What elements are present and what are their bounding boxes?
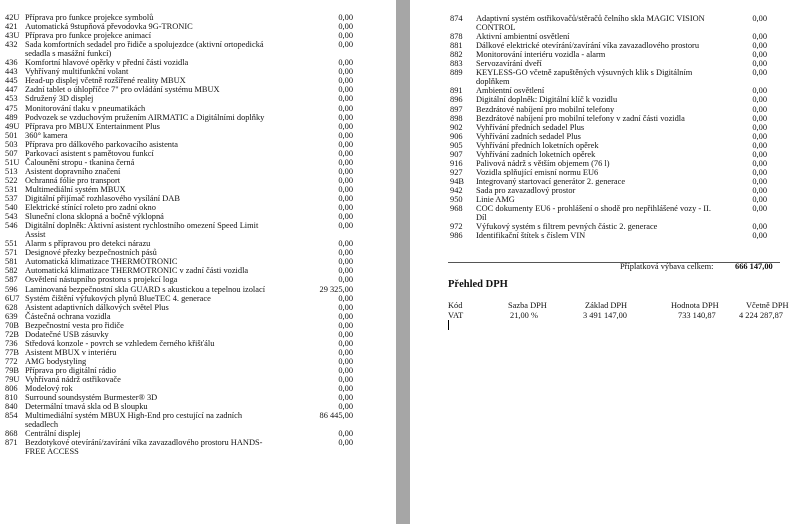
option-row xyxy=(0,239,396,248)
option-price: 0,00 xyxy=(752,68,767,78)
option-code: 986 xyxy=(450,231,463,241)
option-row xyxy=(0,167,396,176)
option-code: 49U xyxy=(5,121,20,131)
option-price: 0,00 xyxy=(338,302,353,312)
option-price: 0,00 xyxy=(752,167,767,177)
option-row xyxy=(0,58,396,67)
option-row xyxy=(0,339,396,348)
option-description: Asistent MBUX v interiéru xyxy=(25,347,117,357)
option-description: Bezdotykové otevírání/zavírání víka zavazadlového prostoru HANDS- xyxy=(25,438,263,448)
option-price: 0,00 xyxy=(338,221,353,231)
option-row xyxy=(0,85,396,94)
option-description: Vyhřívání zadních loketních opěrek xyxy=(476,149,596,159)
option-price: 0,00 xyxy=(338,365,353,375)
option-code: 79U xyxy=(5,375,20,384)
option-code: 72B xyxy=(5,329,19,339)
option-code: 507 xyxy=(5,148,18,158)
option-description: Osvětlení nástupního prostoru s projekcí loga xyxy=(25,275,178,285)
option-row xyxy=(410,68,800,86)
option-code: 587 xyxy=(5,275,18,285)
option-code: 94B xyxy=(450,176,464,186)
option-price: 0,00 xyxy=(338,311,353,321)
option-code: 942 xyxy=(450,185,463,195)
option-price: 0,00 xyxy=(338,338,353,348)
option-row xyxy=(410,231,800,240)
option-code: 907 xyxy=(450,149,463,159)
option-description: Head-up displej včetně rozšířené reality MBUX xyxy=(25,76,186,86)
option-price: 0,00 xyxy=(752,158,767,168)
option-description: Laminovaná bezpečnostní skla GUARD s akustickou a tepelnou izolací xyxy=(25,284,266,294)
option-price: 0,00 xyxy=(752,95,767,105)
option-description-continued: Assist xyxy=(25,230,46,240)
option-price: 0,00 xyxy=(338,94,353,104)
option-code: 43U xyxy=(5,31,20,41)
option-description: Sdružený 3D displej xyxy=(25,94,94,104)
option-price: 0,00 xyxy=(338,429,353,439)
text-cursor[interactable] xyxy=(448,320,449,330)
option-description: Bezpečnostní vesta pro řidiče xyxy=(25,320,124,330)
option-code: 891 xyxy=(450,86,463,96)
option-code: 810 xyxy=(5,393,18,403)
option-price: 0,00 xyxy=(338,13,353,22)
option-price: 0,00 xyxy=(338,148,353,158)
option-description: Příprava pro MBUX Entertainment Plus xyxy=(25,121,160,131)
option-price: 0,00 xyxy=(752,104,767,114)
option-description-continued: Díl xyxy=(476,213,487,223)
option-code: 897 xyxy=(450,104,463,114)
option-price: 0,00 xyxy=(338,266,353,276)
option-row xyxy=(0,294,396,303)
option-description: Surround soundsystém Burmester® 3D xyxy=(25,393,158,403)
option-row xyxy=(410,105,800,114)
option-code: 881 xyxy=(450,41,463,51)
option-price: 0,00 xyxy=(338,31,353,41)
option-row xyxy=(0,402,396,411)
option-code: 854 xyxy=(5,411,18,421)
option-description: Bezdrátové nabíjení pro mobilní telefony xyxy=(476,104,615,114)
option-description: Aktivní ambientní osvětlení xyxy=(476,32,570,42)
option-price: 0,00 xyxy=(338,67,353,77)
option-row xyxy=(0,321,396,330)
option-code: 972 xyxy=(450,222,463,232)
option-code: 596 xyxy=(5,284,18,294)
option-description: Linie AMG xyxy=(476,195,515,204)
total-value: 666 147,00 xyxy=(735,262,773,271)
option-row xyxy=(410,59,800,68)
option-row xyxy=(0,194,396,203)
vat-header-total: Včetně DPH xyxy=(746,301,789,310)
option-code: 540 xyxy=(5,203,18,213)
vat-title: Přehled DPH xyxy=(448,279,508,290)
option-code: 571 xyxy=(5,248,18,258)
option-row xyxy=(0,303,396,312)
vat-header-base: Základ DPH xyxy=(585,301,628,310)
option-row xyxy=(0,384,396,393)
option-price: 0,00 xyxy=(338,248,353,258)
option-price: 0,00 xyxy=(752,231,767,241)
vat-code: VAT xyxy=(448,311,464,320)
total-rule xyxy=(448,262,780,263)
option-code: 546 xyxy=(5,221,18,231)
option-row xyxy=(410,132,800,141)
option-row xyxy=(0,366,396,375)
option-row xyxy=(410,95,800,104)
option-price: 0,00 xyxy=(338,58,353,68)
option-price: 0,00 xyxy=(338,184,353,194)
option-code: 878 xyxy=(450,32,463,42)
option-price: 0,00 xyxy=(752,113,767,123)
option-price: 29 325,00 xyxy=(319,284,353,294)
option-row xyxy=(0,203,396,212)
option-description: COC dokumenty EU6 - prohlášení o shodě pro nepřihlášené vozy - II. xyxy=(476,204,711,214)
option-row xyxy=(0,40,396,58)
option-code: 475 xyxy=(5,103,18,113)
option-code: 868 xyxy=(5,429,18,439)
option-code: 902 xyxy=(450,122,463,132)
option-code: 896 xyxy=(450,95,463,105)
option-description: Elektrické stínící roleto pro zadní okno xyxy=(25,203,156,213)
option-price: 0,00 xyxy=(752,32,767,42)
option-row xyxy=(0,22,396,31)
option-description: KEYLESS-GO včetně zapuštěných výsuvných klik s Digitálním xyxy=(476,68,693,78)
option-description: Vyhřívání zadních sedadel Plus xyxy=(476,131,581,141)
option-row xyxy=(0,94,396,103)
option-code: 582 xyxy=(5,266,18,276)
option-row xyxy=(0,212,396,221)
option-description-continued: doplňkem xyxy=(476,77,510,87)
option-price: 0,00 xyxy=(752,185,767,195)
option-row xyxy=(0,438,396,456)
option-price: 0,00 xyxy=(338,257,353,267)
vat-header-amount: Hodnota DPH xyxy=(671,301,719,310)
option-price: 0,00 xyxy=(338,103,353,113)
option-code: 736 xyxy=(5,338,18,348)
option-code: 883 xyxy=(450,59,463,69)
option-description: Multimediální systém MBUX xyxy=(25,184,126,194)
option-row xyxy=(410,150,800,159)
option-description: Příprava pro dálkového parkovacího asistenta xyxy=(25,139,179,149)
option-description: Asistent adaptivních dálkových světel Plus xyxy=(25,302,169,312)
option-description: Determální tmavá skla od B sloupku xyxy=(25,402,148,412)
option-row xyxy=(0,221,396,239)
option-description-continued: sedadlech xyxy=(25,420,59,430)
option-code: 501 xyxy=(5,130,18,140)
option-code: 905 xyxy=(450,140,463,150)
document-page-left xyxy=(0,0,396,524)
option-code: 543 xyxy=(5,212,18,222)
option-row xyxy=(0,275,396,284)
option-price: 0,00 xyxy=(338,402,353,412)
option-code: 537 xyxy=(5,194,18,203)
option-description: Adaptivní systém ostřikovačů/stěračů čelního skla MAGIC VISION xyxy=(476,14,705,23)
option-description: Servozavírání dveří xyxy=(476,59,542,69)
option-description: Sada komfortních sedadel pro řidiče a spolujezdce (aktivní ortopedická xyxy=(25,40,264,50)
option-description: Výfukový systém s filtrem pevných částic 2. generace xyxy=(476,222,658,232)
option-code: 628 xyxy=(5,302,18,312)
option-code: 443 xyxy=(5,67,18,77)
option-row xyxy=(410,204,800,222)
option-description: Vyhřívání předních loketních opěrek xyxy=(476,140,599,150)
vat-total: 4 224 287,87 xyxy=(739,311,783,320)
option-code: 70B xyxy=(5,320,19,330)
vat-base: 3 491 147,00 xyxy=(583,311,627,320)
option-description: Automatická 9stupňová převodovka 9G-TRONIC xyxy=(25,22,193,32)
option-row xyxy=(410,32,800,41)
option-price: 0,00 xyxy=(752,176,767,186)
option-row xyxy=(0,266,396,275)
document-page-right xyxy=(410,0,800,524)
option-price: 0,00 xyxy=(338,76,353,86)
option-description: Příprava pro digitální rádio xyxy=(25,365,116,375)
option-price: 0,00 xyxy=(752,140,767,150)
option-description-continued: CONTROL xyxy=(476,23,516,33)
option-description: Příprava pro funkce projekce symbolů xyxy=(25,13,154,22)
option-row xyxy=(0,348,396,357)
option-price: 0,00 xyxy=(338,293,353,303)
option-row xyxy=(0,158,396,167)
option-description-continued: FREE ACCESS xyxy=(25,447,79,457)
option-description: Asistent dopravního značení xyxy=(25,166,121,176)
option-price: 0,00 xyxy=(752,122,767,132)
option-row xyxy=(0,176,396,185)
option-code: 79B xyxy=(5,365,19,375)
option-code: 432 xyxy=(5,40,18,50)
option-row xyxy=(410,14,800,32)
option-code: 639 xyxy=(5,311,18,321)
option-price: 0,00 xyxy=(338,166,353,176)
option-row xyxy=(410,41,800,50)
option-row xyxy=(410,86,800,95)
option-row xyxy=(0,411,396,429)
option-description: Digitální doplněk: Aktivní asistent rychlostního omezení Speed Limit xyxy=(25,221,259,231)
option-description: Příprava pro funkce projekce animací xyxy=(25,31,152,41)
option-description: Digitální doplněk: Digitální klíč k vozidlu xyxy=(476,95,618,105)
option-description: Identifikační štítek s číslem VIN xyxy=(476,231,586,241)
option-code: 447 xyxy=(5,85,18,95)
option-price: 0,00 xyxy=(338,203,353,213)
option-description: Středová konzole - povrch se vzhledem černého křišťálu xyxy=(25,338,215,348)
option-price: 0,00 xyxy=(338,130,353,140)
option-code: 436 xyxy=(5,58,18,68)
option-price: 0,00 xyxy=(338,347,353,357)
option-price: 0,00 xyxy=(338,356,353,366)
option-price: 0,00 xyxy=(338,157,353,167)
option-code: 581 xyxy=(5,257,18,267)
option-price: 0,00 xyxy=(338,320,353,330)
option-price: 0,00 xyxy=(338,121,353,131)
option-price: 0,00 xyxy=(752,195,767,204)
option-price: 0,00 xyxy=(338,139,353,149)
option-description: Ochranná fólie pro transport xyxy=(25,175,121,185)
option-description: Sada pro zavazadlový prostor xyxy=(476,185,576,195)
option-description: Multimediální systém MBUX High-End pro cestující na zadních xyxy=(25,411,243,421)
option-code: 882 xyxy=(450,50,463,60)
option-price: 0,00 xyxy=(338,175,353,185)
option-description: Částečná ochrana vozidla xyxy=(25,311,111,321)
option-code: 77B xyxy=(5,347,19,357)
option-code: 51U xyxy=(5,157,20,167)
option-code: 421 xyxy=(5,22,18,32)
option-price: 86 445,00 xyxy=(319,411,353,421)
option-row xyxy=(410,186,800,195)
option-row xyxy=(410,141,800,150)
option-code: 772 xyxy=(5,356,18,366)
option-description: Parkovací asistent s pamětovou funkcí xyxy=(25,148,154,158)
option-price: 0,00 xyxy=(338,438,353,448)
option-row xyxy=(0,149,396,158)
option-description: Alarm s přípravou pro detekci nárazu xyxy=(25,239,151,249)
option-description: Automatická klimatizace THERMOTRONIC v zadní části vozidla xyxy=(25,266,249,276)
option-row xyxy=(0,248,396,257)
option-description: Centrální displej xyxy=(25,429,81,439)
option-price: 0,00 xyxy=(752,131,767,141)
option-row xyxy=(410,123,800,132)
option-description: Systém čištění výfukových plynů BlueTEC 4. generace xyxy=(25,293,211,303)
option-price: 0,00 xyxy=(752,14,767,23)
option-description-continued: sedadla s masážní funkcí) xyxy=(25,49,112,59)
option-price: 0,00 xyxy=(338,212,353,222)
option-description: Ambientní osvětlení xyxy=(476,86,545,96)
option-price: 0,00 xyxy=(752,86,767,96)
option-row xyxy=(0,257,396,266)
vat-rate: 21,00 % xyxy=(510,311,538,320)
option-description: Čalounění stropu - tkanina černá xyxy=(25,157,135,167)
option-description: Bezdrátové nabíjení pro mobilní telefony v zadní části vozidla xyxy=(476,113,685,123)
option-description: Vyhřívání předních sedadel Plus xyxy=(476,122,585,132)
option-price: 0,00 xyxy=(338,194,353,203)
option-price: 0,00 xyxy=(752,222,767,232)
option-row xyxy=(0,67,396,76)
option-code: 513 xyxy=(5,166,18,176)
option-description: Palivová nádrž s větším objemem (76 l) xyxy=(476,158,610,168)
option-code: 531 xyxy=(5,184,18,194)
option-price: 0,00 xyxy=(338,40,353,50)
option-price: 0,00 xyxy=(752,50,767,60)
option-row xyxy=(0,140,396,149)
option-description: Designové přezky bezpečnostních pásů xyxy=(25,248,157,258)
option-row xyxy=(0,185,396,194)
option-code: 871 xyxy=(5,438,18,448)
option-description: 360° kamera xyxy=(25,130,68,140)
option-code: 445 xyxy=(5,76,18,86)
option-code: 950 xyxy=(450,195,463,204)
option-price: 0,00 xyxy=(338,375,353,384)
option-code: 889 xyxy=(450,68,463,78)
option-description: Dálkové elektrické otevírání/zavírání víka zavazadlového prostoru xyxy=(476,41,700,51)
option-row xyxy=(0,113,396,122)
option-code: 806 xyxy=(5,384,18,394)
option-row xyxy=(0,330,396,339)
option-code: 522 xyxy=(5,175,18,185)
option-row xyxy=(410,50,800,59)
option-code: 453 xyxy=(5,94,18,104)
option-row xyxy=(0,429,396,438)
option-row xyxy=(410,114,800,123)
option-row xyxy=(0,285,396,294)
option-description: Dodatečné USB zásuvky xyxy=(25,329,109,339)
vat-amount: 733 140,87 xyxy=(678,311,716,320)
option-description: Vyhřívaný multifunkční volant xyxy=(25,67,129,77)
option-description: Automatická klimatizace THERMOTRONIC xyxy=(25,257,178,267)
vat-header-code: Kód xyxy=(448,301,463,310)
option-row xyxy=(410,159,800,168)
option-price: 0,00 xyxy=(338,112,353,122)
option-description: Vozidla splňující emisní normu EU6 xyxy=(476,167,599,177)
option-price: 0,00 xyxy=(338,22,353,32)
option-code: 42U xyxy=(5,13,20,22)
option-code: 551 xyxy=(5,239,18,249)
option-price: 0,00 xyxy=(752,59,767,69)
option-row xyxy=(0,13,396,22)
option-row xyxy=(410,195,800,204)
option-description: Modelový rok xyxy=(25,384,73,394)
option-row xyxy=(0,122,396,131)
option-row xyxy=(0,375,396,384)
total-label: Příplatková výbava celkem: xyxy=(620,262,714,271)
option-row xyxy=(410,168,800,177)
option-price: 0,00 xyxy=(752,41,767,51)
option-row xyxy=(0,76,396,85)
option-row xyxy=(0,104,396,113)
vat-header-rate: Sazba DPH xyxy=(508,301,547,310)
option-price: 0,00 xyxy=(338,275,353,285)
option-code: 916 xyxy=(450,158,463,168)
option-description: Monitorování interiéru vozidla - alarm xyxy=(476,50,606,60)
option-description: AMG bodystyling xyxy=(25,356,87,366)
option-code: 927 xyxy=(450,167,463,177)
option-price: 0,00 xyxy=(338,329,353,339)
option-row xyxy=(0,357,396,366)
option-description: Zadní tablet o úhlopříčce 7" pro ovládání systému MBUX xyxy=(25,85,220,95)
option-description: Integrovaný startovací generátor 2. generace xyxy=(476,176,626,186)
option-price: 0,00 xyxy=(752,149,767,159)
option-row xyxy=(0,131,396,140)
option-row xyxy=(0,31,396,40)
option-price: 0,00 xyxy=(752,204,767,214)
option-code: 489 xyxy=(5,112,18,122)
option-price: 0,00 xyxy=(338,239,353,249)
option-description: Komfortní hlavové opěrky v přední části vozidla xyxy=(25,58,189,68)
option-description: Vyhřívaná nádrž ostřikovače xyxy=(25,375,121,384)
option-description: Podvozek se vzduchovým pružením AIRMATIC a Digitálními doplňky xyxy=(25,112,265,122)
option-description: Digitální přijímač rozhlasového vysílání DAB xyxy=(25,194,180,203)
option-price: 0,00 xyxy=(338,393,353,403)
option-price: 0,00 xyxy=(338,85,353,95)
option-code: 968 xyxy=(450,204,463,214)
option-row xyxy=(0,393,396,402)
option-code: 6U7 xyxy=(5,293,20,303)
option-code: 840 xyxy=(5,402,18,412)
option-price: 0,00 xyxy=(338,384,353,394)
option-description: Sluneční clona sklopná a bočně výklopná xyxy=(25,212,164,222)
option-code: 898 xyxy=(450,113,463,123)
option-row xyxy=(410,177,800,186)
option-code: 874 xyxy=(450,14,463,23)
option-code: 906 xyxy=(450,131,463,141)
option-description: Monitorování tlaku v pneumatikách xyxy=(25,103,146,113)
option-code: 503 xyxy=(5,139,18,149)
option-row xyxy=(410,222,800,231)
option-row xyxy=(0,312,396,321)
